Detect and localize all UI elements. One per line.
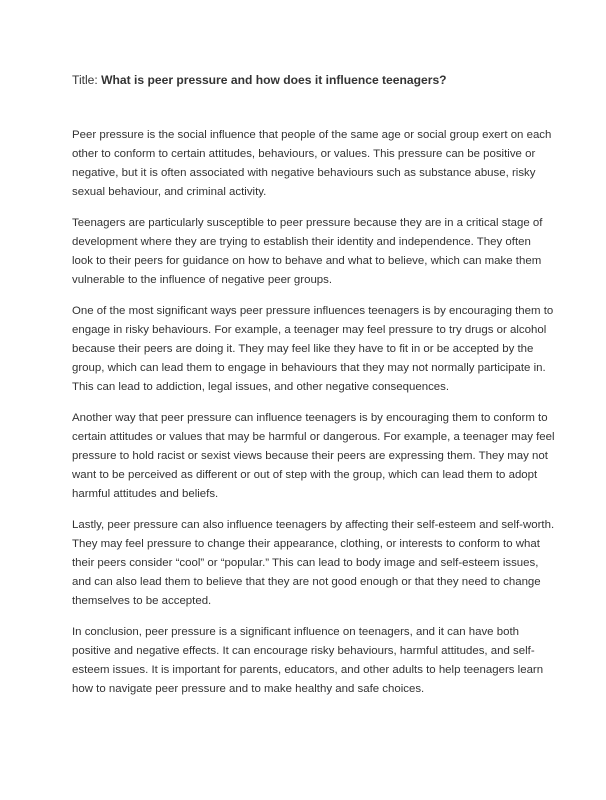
text-line: sexual behaviour, and criminal activity. bbox=[72, 185, 267, 198]
text-line: Teenagers are particularly susceptible to peer pressure because they are in a critical stage of bbox=[72, 217, 543, 230]
text-line: Another way that peer pressure can influence teenagers is by encouraging them to conform to bbox=[72, 411, 548, 424]
text-line: esteem issues. It is important for parents, educators, and other adults to help teenagers learn bbox=[72, 663, 544, 676]
text-line: because their peers are doing it. They may feel like they have to fit in or be accepted by the bbox=[72, 342, 534, 355]
text-line: harmful attitudes and beliefs. bbox=[72, 487, 219, 500]
text-line: look to their peers for guidance on how to behave and what to believe, which can make them bbox=[72, 254, 542, 267]
text-line: This can lead to addiction, legal issues, and other negative consequences. bbox=[72, 380, 450, 393]
text-line: themselves to be accepted. bbox=[72, 594, 212, 607]
text-line: negative, but it is often associated with negative behaviours such as substance abuse, risky bbox=[72, 166, 536, 179]
text-line: how to navigate peer pressure and to make healthy and safe choices. bbox=[72, 682, 425, 695]
paragraph-susceptibility bbox=[72, 214, 542, 290]
text-line: their peers consider “cool” or “popular.” This can lead to body image and self-esteem issues, bbox=[72, 556, 539, 569]
text-line: want to be perceived as different or out of step with the group, which can lead them to adopt bbox=[72, 468, 538, 481]
title-text: What is peer pressure and how does it influence teenagers? bbox=[101, 73, 447, 87]
paragraph-risky-behaviours bbox=[72, 302, 554, 397]
paragraph-definition bbox=[72, 126, 552, 202]
paragraph-harmful-attitudes bbox=[72, 409, 555, 504]
title-prefix: Title: bbox=[72, 73, 102, 87]
document-body bbox=[72, 126, 555, 711]
paragraph-self-esteem bbox=[72, 516, 555, 611]
text-line: development where they are trying to establish their identity and independence. They often bbox=[72, 235, 531, 248]
text-line: group, which can lead them to engage in behaviours that they may not normally participate in. bbox=[72, 361, 546, 374]
text-line: engage in risky behaviours. For example, a teenager may feel pressure to try drugs or alcohol bbox=[72, 323, 547, 336]
text-line: Peer pressure is the social influence that people of the same age or social group exert on each bbox=[72, 129, 552, 141]
text-line: positive and negative effects. It can encourage risky behaviours, harmful attitudes, and self- bbox=[72, 644, 535, 657]
text-line: pressure to hold racist or sexist views because their peers are expressing them. They may not bbox=[72, 449, 548, 462]
text-line: They may feel pressure to change their appearance, clothing, or interests to conform to what bbox=[72, 537, 540, 550]
text-line: Lastly, peer pressure can also influence teenagers by affecting their self-esteem and self-worth. bbox=[72, 518, 555, 531]
text-line: One of the most significant ways peer pressure influences teenagers is by encouraging them to bbox=[72, 305, 554, 318]
text-line: In conclusion, peer pressure is a significant influence on teenagers, and it can have both bbox=[72, 625, 519, 638]
text-line: vulnerable to the influence of negative peer groups. bbox=[72, 273, 333, 286]
paragraph-conclusion bbox=[72, 623, 542, 699]
text-line: certain attitudes or values that may be harmful or dangerous. For example, a teenager may feel bbox=[72, 430, 555, 443]
document-title bbox=[72, 72, 542, 88]
text-line: other to conform to certain attitudes, behaviours, or values. This pressure can be positive or bbox=[72, 147, 536, 160]
text-line: and can also lead them to believe that they are not good enough or that they need to change bbox=[72, 575, 541, 588]
